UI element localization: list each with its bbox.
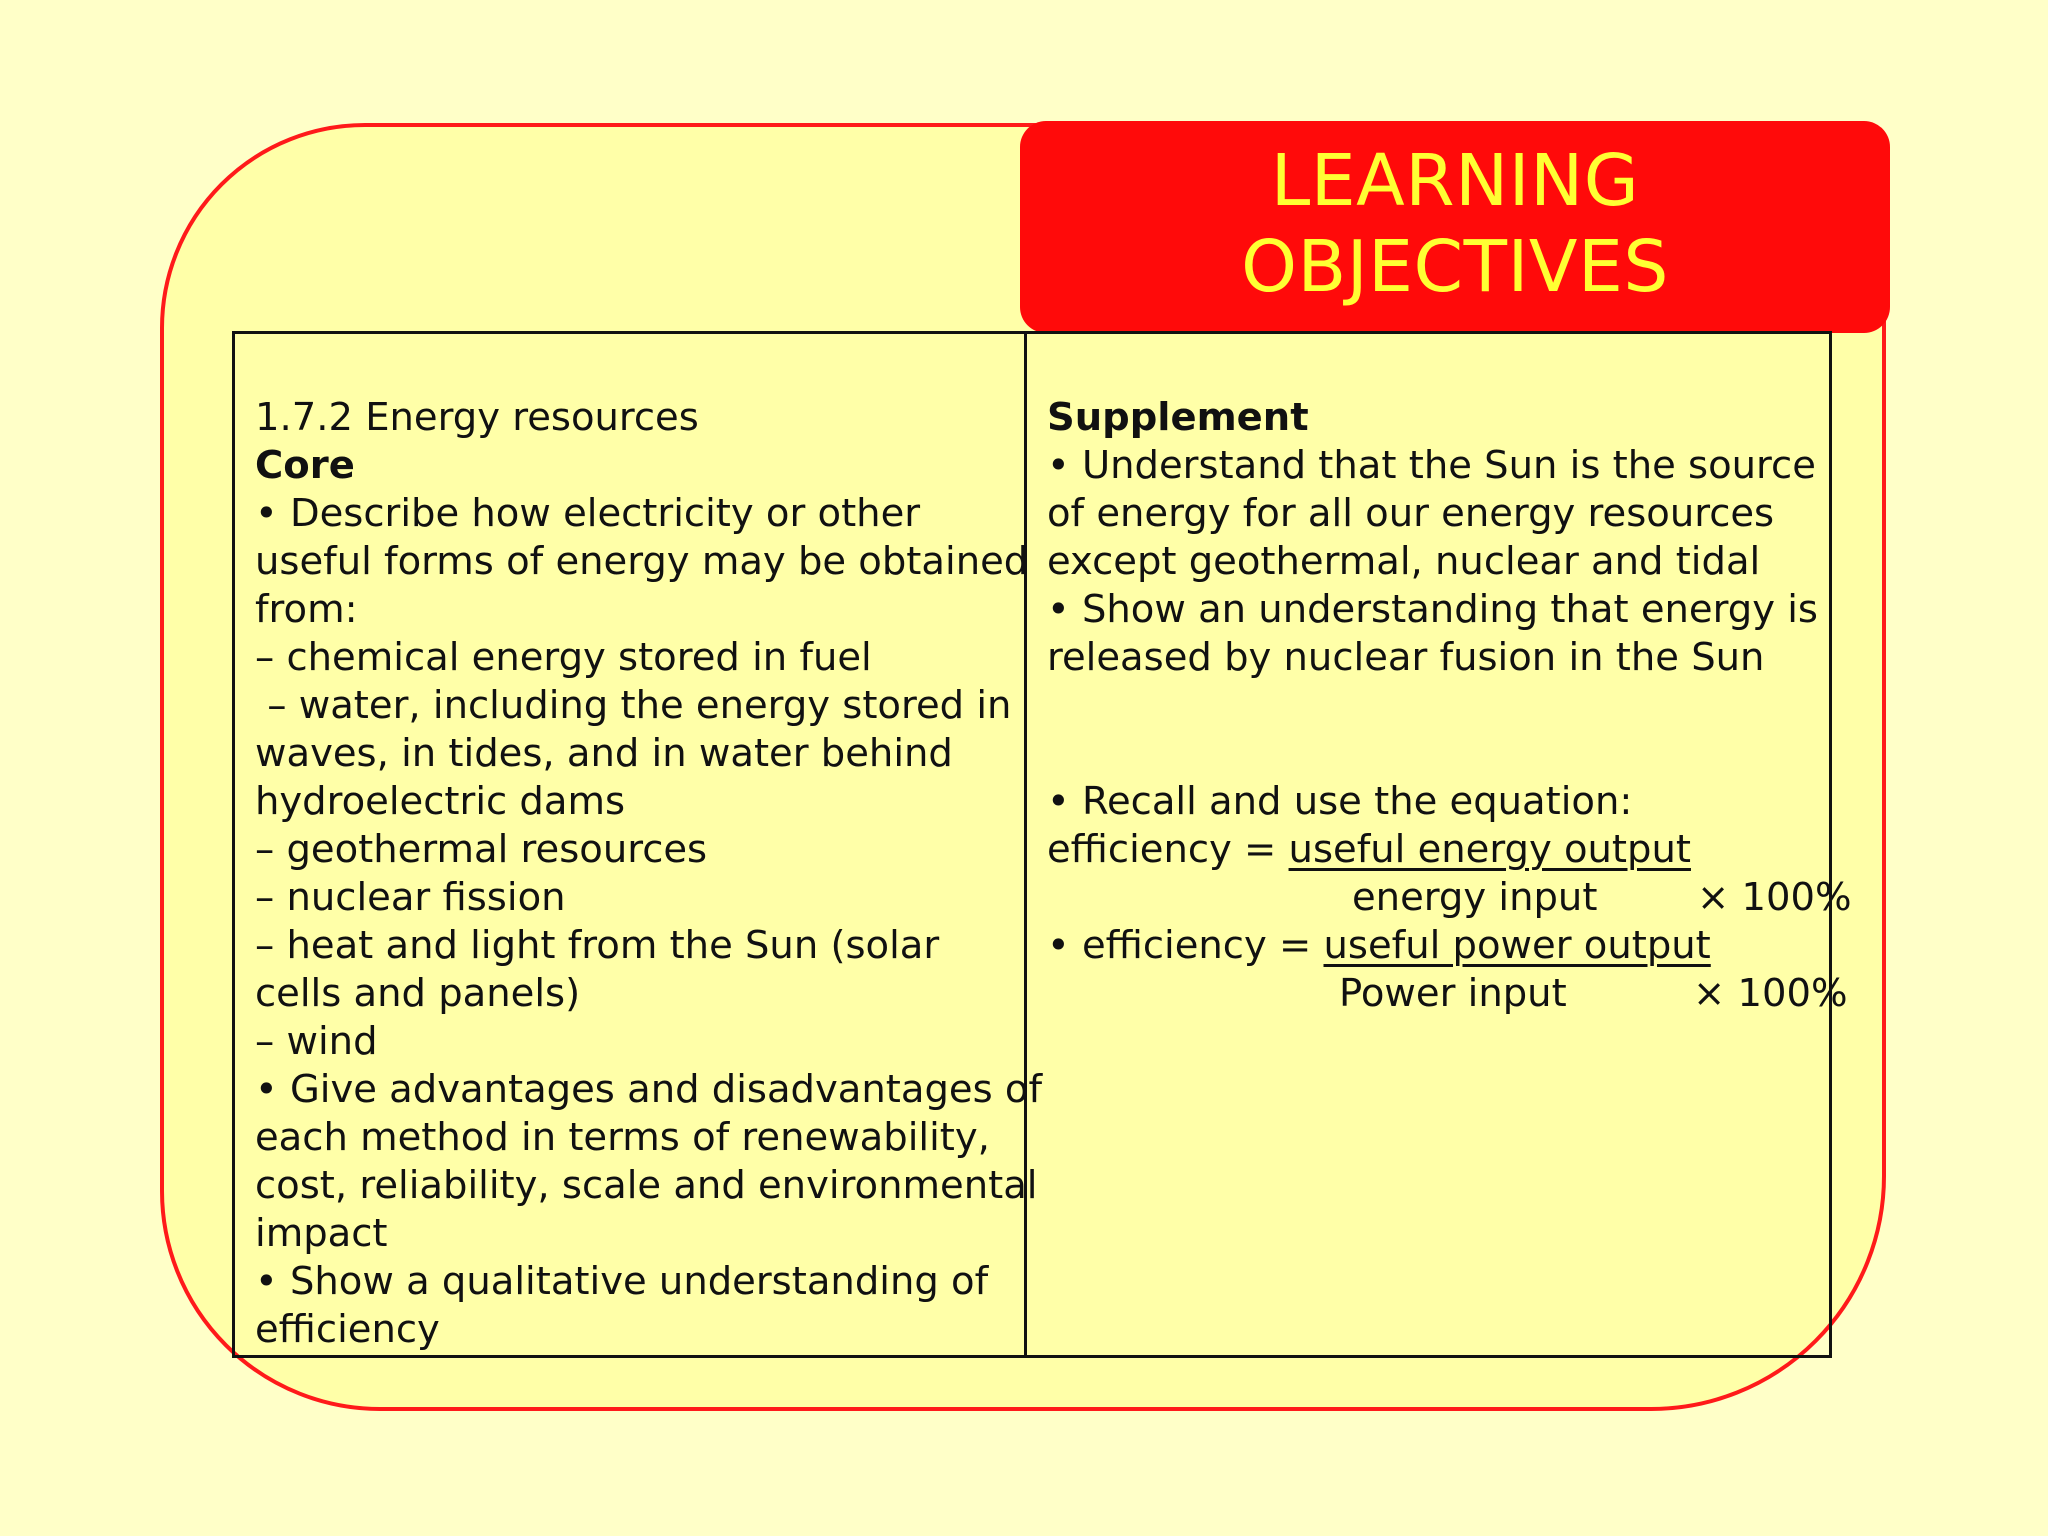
supplement-line: • Understand that the Sun is the source [1047, 443, 1816, 488]
core-cell [235, 334, 1042, 1355]
core-line: efficiency [255, 1307, 440, 1352]
equation-denominator: energy input [1352, 875, 1598, 920]
core-line: – heat and light from the Sun (solar [255, 923, 940, 968]
core-line: each method in terms of renewability, [255, 1115, 990, 1160]
core-line: – nuclear fission [255, 875, 566, 920]
efficiency-energy-denominator-row [1047, 874, 1852, 922]
core-line: – chemical energy stored in fuel [255, 635, 872, 680]
spacer [1047, 730, 1823, 778]
equation-prefix: • efficiency = [1047, 923, 1324, 968]
core-line: – water, including the energy stored in [255, 683, 1012, 728]
core-line: • Describe how electricity or other [255, 491, 921, 536]
core-line: – wind [255, 1019, 378, 1064]
supplement-cell [1027, 334, 1852, 1355]
core-line: cells and panels) [255, 971, 581, 1016]
supplement-line: released by nuclear fusion in the Sun [1047, 635, 1765, 680]
core-line: • Show a qualitative understanding of [255, 1259, 989, 1304]
core-label: Core [255, 443, 355, 488]
supplement-line: of energy for all our energy resources [1047, 491, 1775, 536]
equation-denominator: Power input [1339, 971, 1567, 1016]
core-line: waves, in tides, and in water behind [255, 731, 953, 776]
efficiency-power-denominator-row [1047, 970, 1848, 1018]
core-line: • Give advantages and disadvantages of [255, 1067, 1042, 1112]
core-line: from: [255, 587, 358, 632]
efficiency-power-equation [1047, 922, 1823, 970]
core-line: hydroelectric dams [255, 779, 626, 824]
objectives-table [232, 331, 1852, 1358]
spacer [1047, 682, 1823, 730]
equation-numerator: useful energy output [1288, 827, 1691, 872]
equation-numerator: useful power output [1323, 923, 1711, 968]
supplement-label: Supplement [1047, 395, 1309, 440]
supplement-line: except geothermal, nuclear and tidal [1047, 539, 1761, 584]
efficiency-energy-equation [1047, 826, 1823, 874]
core-line: cost, reliability, scale and environmental [255, 1163, 1038, 1208]
core-line: useful forms of energy may be obtained [255, 539, 1029, 584]
banner-line-1: LEARNING [1270, 139, 1640, 222]
core-line: impact [255, 1211, 388, 1256]
core-line: – geothermal resources [255, 827, 708, 872]
supplement-line: • Show an understanding that energy is [1047, 587, 1818, 632]
equation-factor: × 100% [1697, 875, 1852, 920]
equation-prefix: efficiency = [1047, 827, 1289, 872]
section-heading: 1.7.2 Energy resources [255, 395, 699, 440]
equation-factor: × 100% [1693, 971, 1848, 1016]
banner-line-2: OBJECTIVES [1241, 225, 1669, 308]
recall-line: • Recall and use the equation: [1047, 779, 1633, 824]
learning-objectives-banner [1020, 121, 1890, 333]
